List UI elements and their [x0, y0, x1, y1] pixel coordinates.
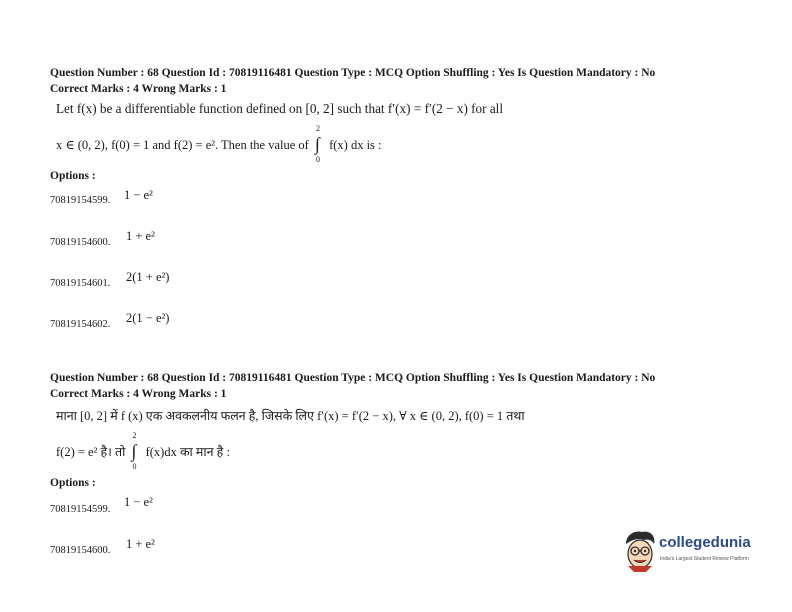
marks-line: Correct Marks : 4 Wrong Marks : 1 [50, 388, 227, 400]
question-header: Question Number : 68 Question Id : 70819116481 Question Type : MCQ Option Shuffling : Yes Is Question Mandatory : No [50, 67, 656, 79]
option-id: 70819154600. [50, 237, 111, 248]
question-text-line-2 [56, 431, 230, 472]
question-text-line-1: माना [0, 2] में f (x) एक अवकलनीय फलन है, जिसके लिए f′(x) = f′(2 − x), ∀ x ∈ (0, 2), f(0) = 1 तथा [56, 409, 525, 423]
integral-lower-limit: 0 [315, 155, 320, 165]
question-header: Question Number : 68 Question Id : 70819116481 Question Type : MCQ Option Shuffling : Yes Is Question Mandatory : No [50, 372, 656, 384]
option-value[interactable]: 2(1 + e²) [126, 270, 170, 284]
question-text-line-1: Let f(x) be a differentiable function defined on [0, 2] such that f′(x) = f′(2 − x) for all [56, 101, 503, 116]
option-id: 70819154600. [50, 545, 111, 556]
logo-tagline: India's Largest Student Review Platform [660, 556, 749, 562]
integral-symbol [314, 124, 325, 165]
integral-symbol [131, 431, 141, 472]
option-value[interactable]: 2(1 − e²) [126, 311, 170, 325]
options-label: Options : [50, 170, 96, 182]
option-value[interactable]: 1 − e² [124, 188, 153, 202]
option-value[interactable]: 1 − e² [124, 495, 153, 509]
question-text-line-2 [56, 124, 382, 165]
question-text-post: f(x)dx का मान है : [145, 445, 230, 459]
integral-sign: ∫ [314, 134, 320, 155]
question-text-pre: x ∈ (0, 2), f(0) = 1 and f(2) = e². Then the value of [56, 138, 309, 152]
option-value[interactable]: 1 + e² [126, 537, 155, 551]
option-id: 70819154599. [50, 504, 111, 515]
options-label: Options : [50, 477, 96, 489]
question-text-pre: f(2) = e² है। तो [56, 445, 126, 459]
marks-line: Correct Marks : 4 Wrong Marks : 1 [50, 83, 227, 95]
collegedunia-logo [622, 530, 762, 574]
option-value[interactable]: 1 + e² [126, 229, 155, 243]
integral-upper-limit: 2 [315, 124, 320, 134]
integral-sign: ∫ [131, 441, 137, 462]
option-id: 70819154602. [50, 319, 111, 330]
option-id: 70819154599. [50, 195, 111, 206]
logo-wordmark: collegedunia [659, 534, 751, 551]
option-id: 70819154601. [50, 278, 111, 289]
question-text-post: f(x) dx is : [329, 138, 382, 152]
integral-upper-limit: 2 [132, 431, 137, 441]
mascot-face-icon [622, 530, 658, 572]
integral-lower-limit: 0 [132, 462, 137, 472]
